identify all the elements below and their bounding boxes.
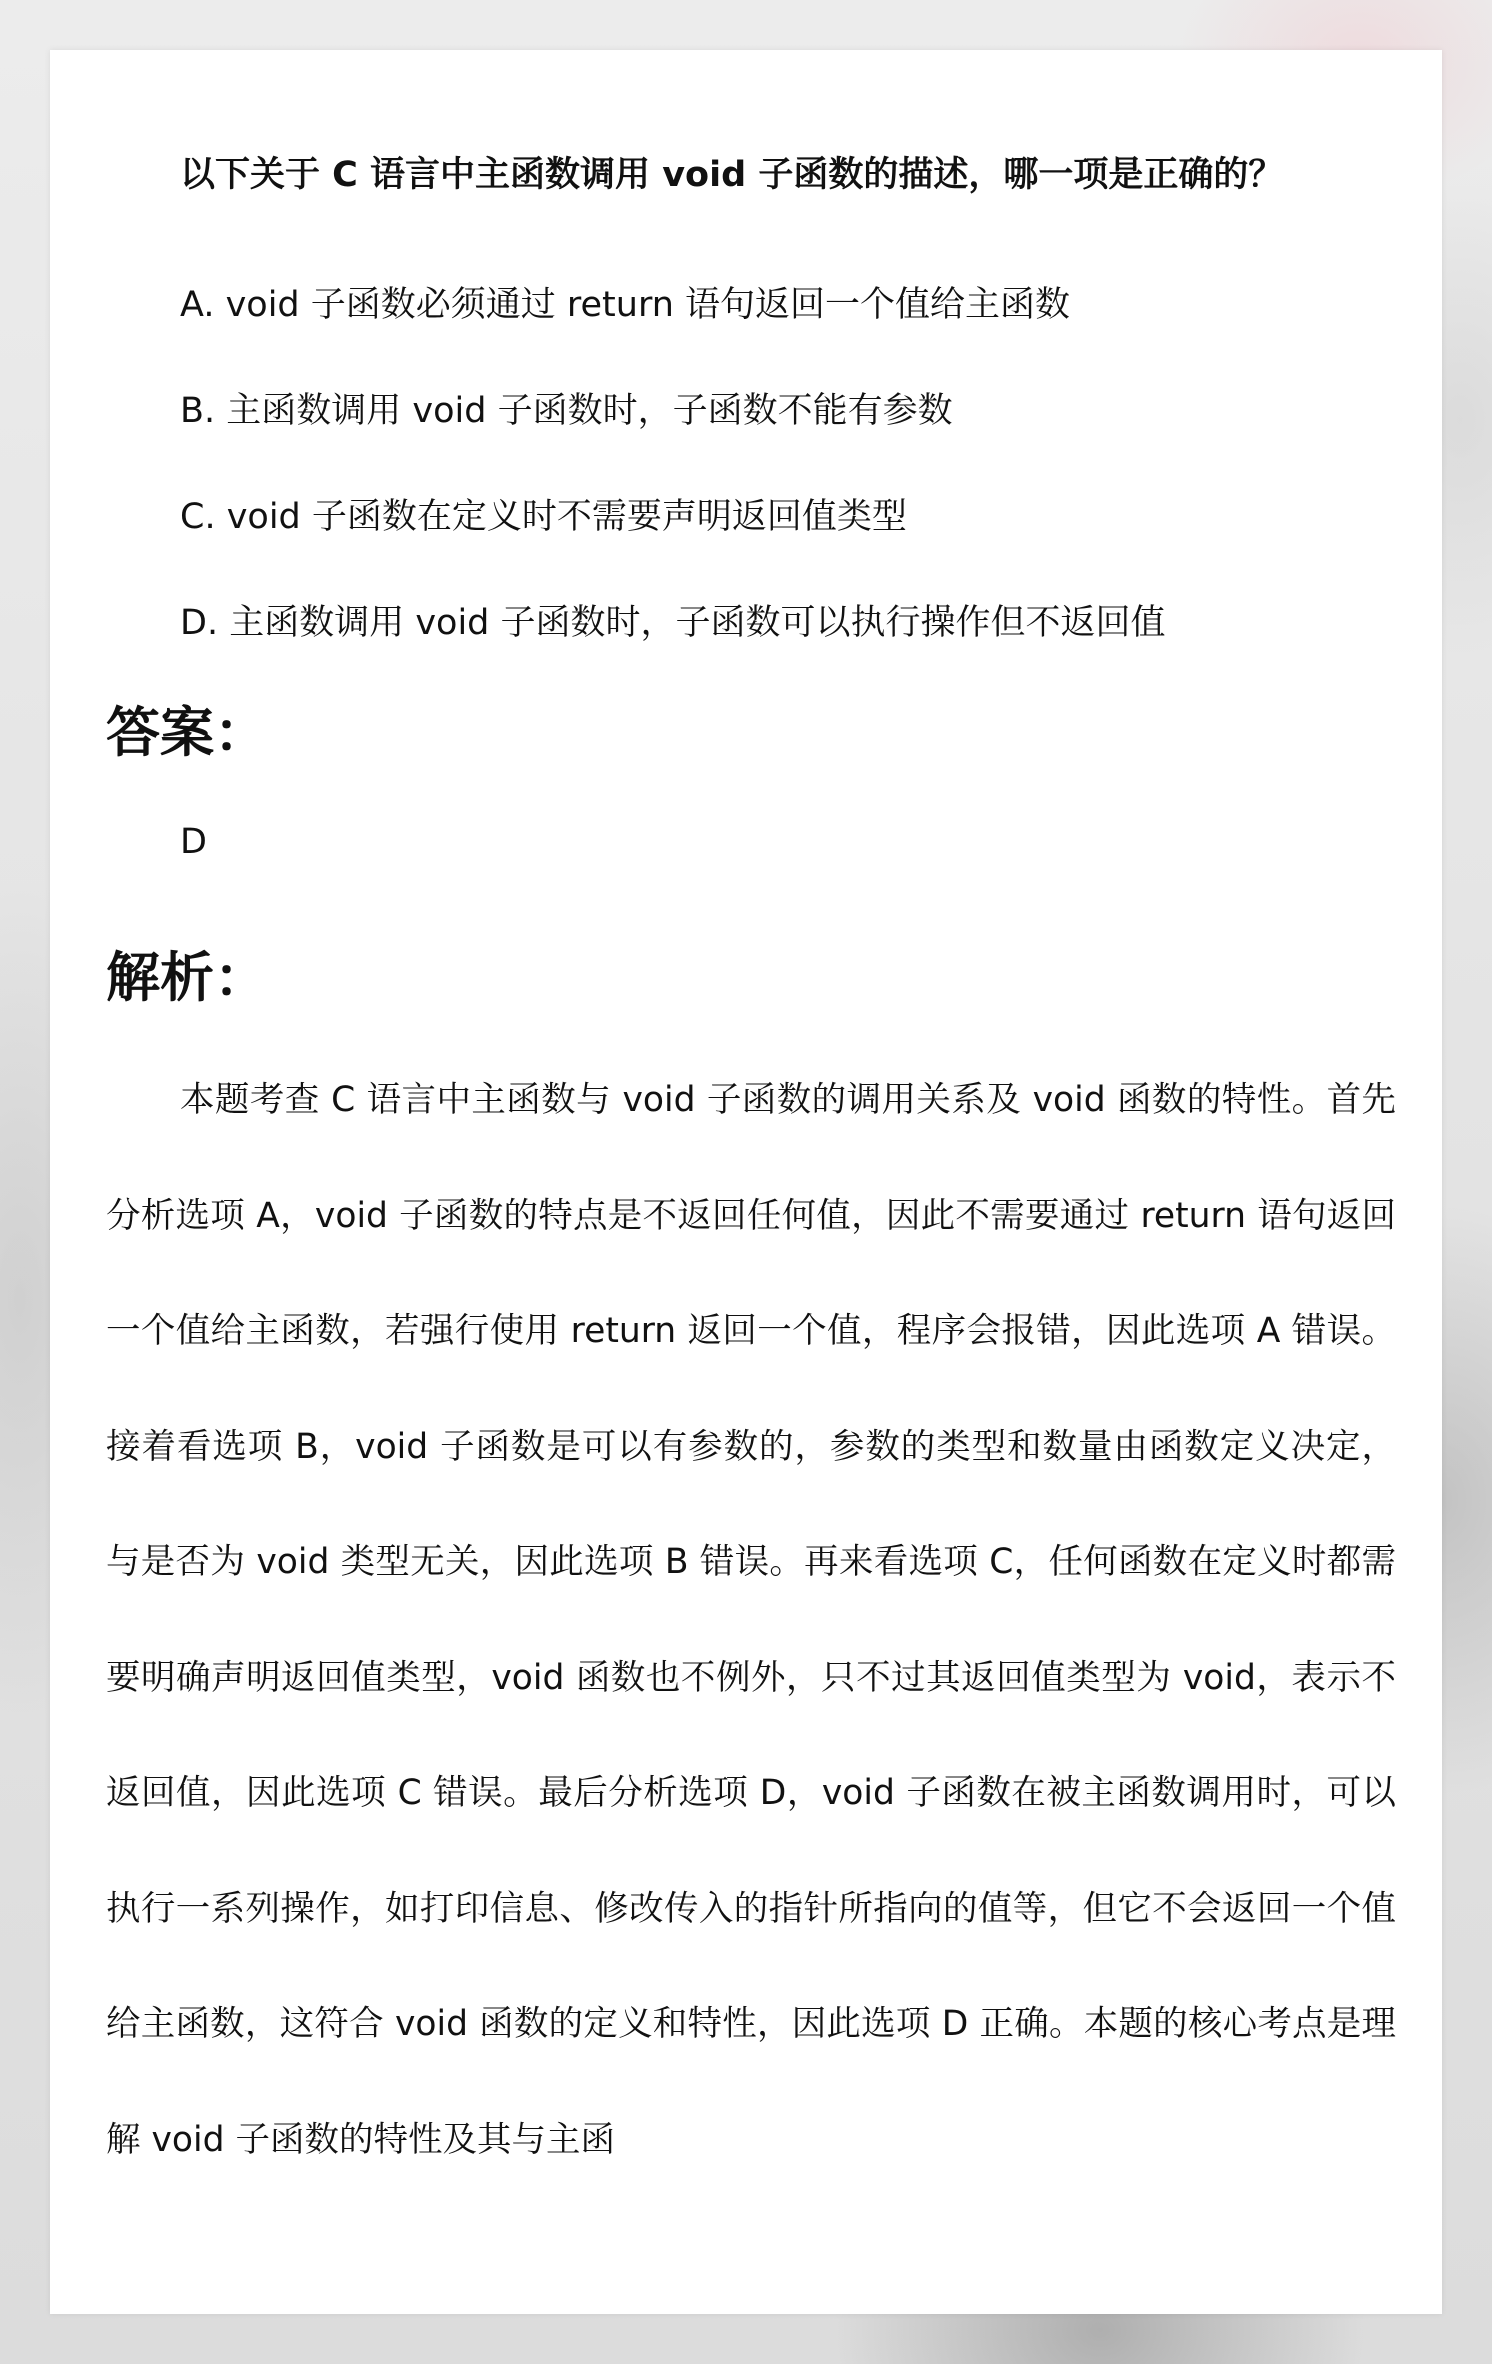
- analysis-text: 本题考查 C 语言中主函数与 void 子函数的调用关系及 void 函数的特性。首先分析选项 A，void 子函数的特点是不返回任何值，因此不需要通过 return 语句返回一个值给主函数，若强行使用 return 返回一个值，程序会报错，因此选项 A 错误。接着看选项 B，void 子函数是可以有参数的，参数的类型和数量由函数定义决定，与是否为 void 类型无关，因此选项 B 错误。再来看选项 C，任何函数在定义时都需要明确声明返回值类型，void 函数也不例外，只不过其返回值类型为 void，表示不返回值，因此选项 C 错误。最后分析选项 D，void 子函数在被主函数调用时，可以执行一系列操作，如打印信息、修改传入的指针所指向的值等，但它不会返回一个值给主函数，这符合 void 函数的定义和特性，因此选项 D 正确。本题的核心考点是理解 void 子函数的特性及其与主函: [106, 1080, 1396, 2160]
- document-page: [50, 50, 1442, 2314]
- option-b: B. 主函数调用 void 子函数时，子函数不能有参数: [180, 391, 953, 431]
- question-text: 以下关于 C 语言中主函数调用 void 子函数的描述，哪一项是正确的？: [180, 155, 1284, 195]
- option-d: D. 主函数调用 void 子函数时，子函数可以执行操作但不返回值: [180, 603, 1166, 643]
- answer-value: D: [180, 822, 207, 862]
- analysis-heading: 解析：: [106, 946, 268, 1009]
- option-c: C. void 子函数在定义时不需要声明返回值类型: [180, 497, 907, 537]
- option-a: A. void 子函数必须通过 return 语句返回一个值给主函数: [180, 285, 1071, 325]
- answer-heading: 答案：: [106, 701, 268, 764]
